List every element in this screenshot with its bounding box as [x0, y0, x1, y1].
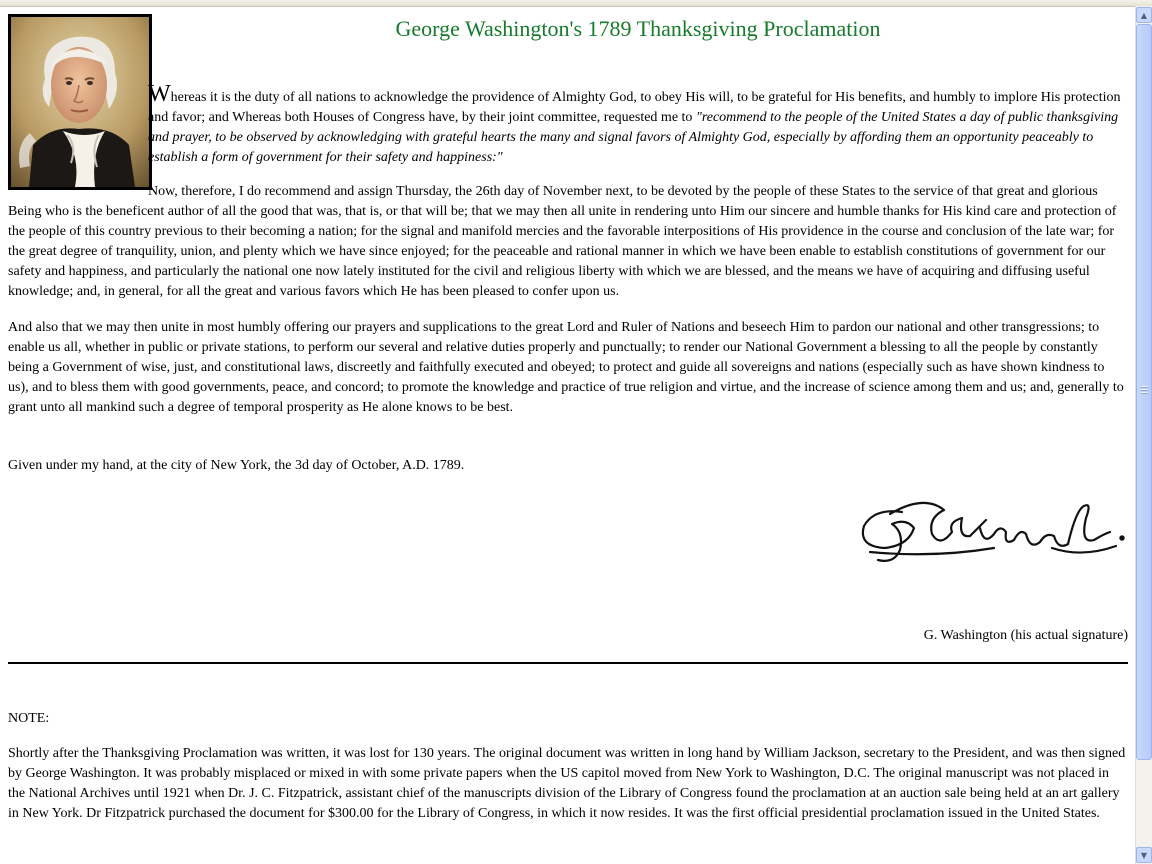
signature-image — [854, 488, 1128, 578]
vertical-scrollbar[interactable] — [1135, 6, 1152, 864]
portrait-image — [8, 14, 152, 190]
note-heading: NOTE: — [8, 711, 50, 726]
page-title: George Washington's 1789 Thanksgiving Proclamation — [395, 16, 881, 41]
note-paragraph: Shortly after the Thanksgiving Proclamation was written, it was lost for 130 years. The original document was written in long hand by William Jackson, secretary to the President, and was then signed by George Washington. It was probably misplaced or mixed in with some private papers when the US capitol moved from New York to Washington, D.C. The original manuscript was not placed in the National Archives until 1921 when Dr. J. C. Fitzpatrick, assistant chief of the manuscripts division of the Library of Congress found the proclamation at an auction sale being held at an art gallery in New York. Dr Fitzpatrick purchased the document for $300.00 for the Library of Congress, in which it now resides. It was the first official presidential proclamation issued in the United States. — [8, 746, 1126, 821]
horizontal-rule — [8, 662, 1128, 664]
prayer-paragraph: And also that we may then unite in most humbly offering our prayers and supplications to the great Lord and Ruler of Nations and beseech Him to pardon our national and other transgressions; to enable us all, whether in public or private stations, to perform our several and relative duties properly and punctually; to render our National Government a blessing to all the people by constantly being a Government of wise, just, and constitutional laws, discreetly and faithfully executed and obeyed; to protect and guide all sovereigns and nations (especially such as have shown kindness to us), and to bless them with good governments, peace, and concord; to promote the knowledge and practice of true religion and virtue, and the increase of science among them and us; and, generally to grant unto all mankind such a degree of temporal prosperity as He alone knows to be best. — [8, 320, 1124, 415]
drop-cap: W — [148, 81, 171, 107]
whereas-paragraph — [148, 81, 1128, 168]
scroll-thumb[interactable] — [1136, 24, 1152, 760]
congress-request-quote: "recommend to the people of the United States a day of public thanksgiving and prayer, to be observed by acknowledging with grateful hearts the many and signal favors of Almighty God, especially by affording them an opportunity peaceably to establish a form of government for their safety and happiness:" — [148, 110, 1119, 165]
recommendation-paragraph: Now, therefore, I do recommend and assign Thursday, the 26th day of November next, to be devoted by the people of these States to the service of that great and glorious Being who is the beneficent author of all the good that was, that is, or that will be; that we may then all unite in rendering unto Him our sincere and humble thanks for His kind care and protection of the people of this country previous to their becoming a nation; for the signal and manifold mercies and the favorable interpositions of His providence in the course and conclusion of the late war; for the great degree of tranquility, union, and plenty which we have since enjoyed; for the peaceable and rational manner in which we have been enable to establish constitutions of government for our safety and happiness, and particularly the national one now lately instituted for the civil and religious liberty with which we are blessed, and the means we have of acquiring and diffusing useful knowledge; and, in general, for all the great and various favors which He has been pleased to confer upon us. — [8, 184, 1117, 299]
scroll-grip-icon — [1141, 386, 1148, 395]
scroll-up-arrow-icon[interactable]: ▲ — [1136, 7, 1152, 23]
given-under-hand: Given under my hand, at the city of New York, the 3d day of October, A.D. 1789. — [8, 458, 465, 473]
scroll-down-arrow-icon[interactable]: ▼ — [1136, 847, 1152, 863]
whereas-text: hereas it is the duty of all nations to acknowledge the providence of Almighty God, to obey His will, to be grateful for His benefits, and humbly to implore His protection and favor; and Whereas both Houses of Congress have, by their joint committee, requested me to — [148, 90, 1121, 125]
signature-caption: G. Washington (his actual signature) — [923, 628, 1128, 643]
page-content — [8, 6, 1128, 864]
